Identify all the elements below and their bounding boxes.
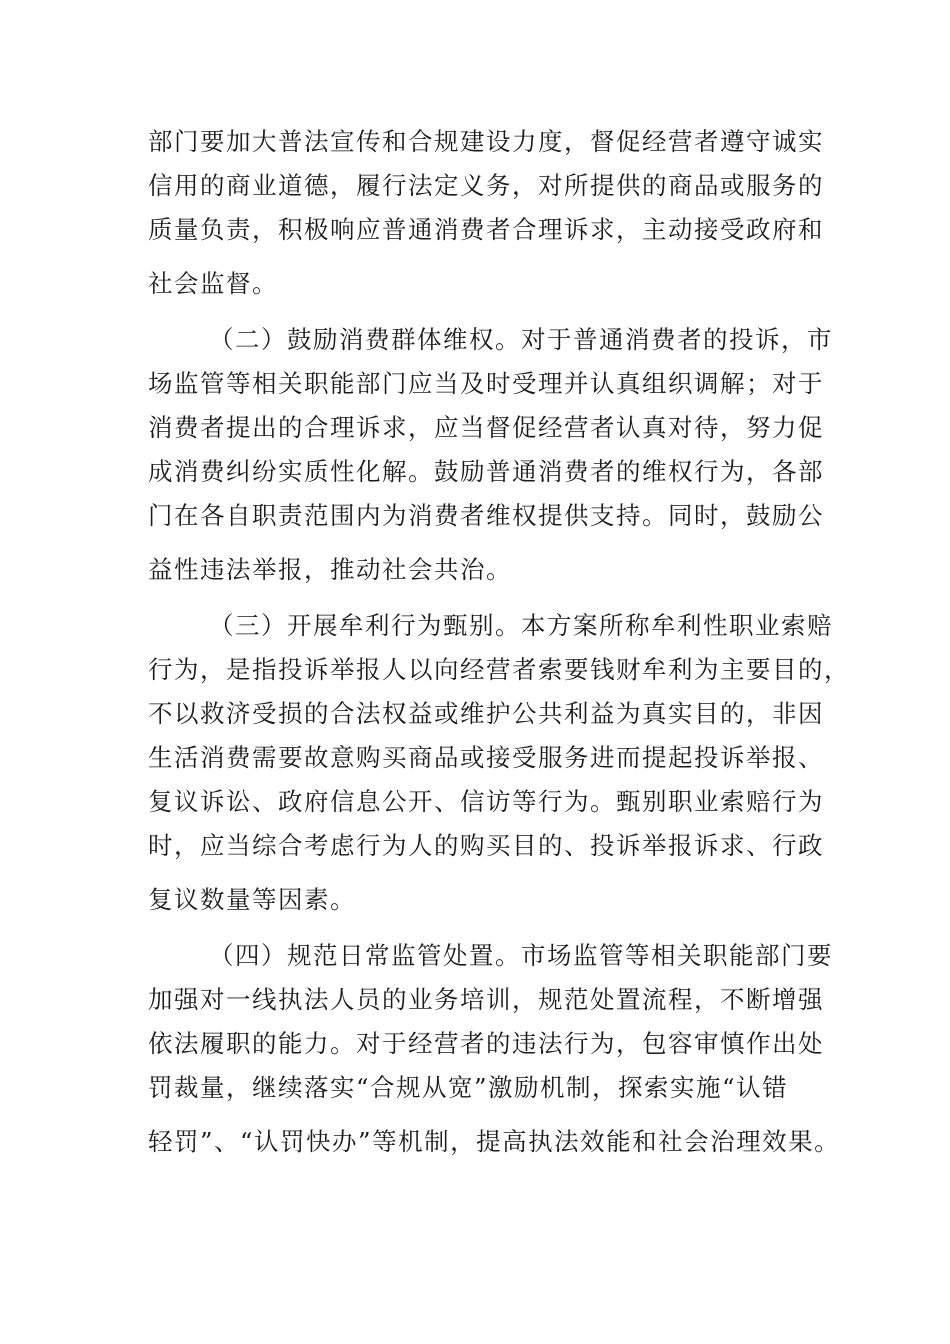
paragraph-1 <box>148 120 824 306</box>
text-line: （三）开展牟利行为甄别。本方案所称牟利性职业索赔 <box>209 611 833 640</box>
text-line: 益性违法举报，推动社会共治。 <box>148 555 512 584</box>
text-line: 加强对一线执法人员的业务培训，规范处置流程，不断增强 <box>148 985 824 1014</box>
text-line: 复议诉讼、政府信息公开、信访等行为。甄别职业索赔行为 <box>148 787 824 816</box>
text-line: 生活消费需要故意购买商品或接受服务进而提起投诉举报、 <box>148 743 824 772</box>
text-line: 场监管等相关职能部门应当及时受理并认真组织调解；对于 <box>148 369 824 398</box>
text-line: 复议数量等因素。 <box>148 885 356 914</box>
text-line: 信用的商业道德，履行法定义务，对所提供的商品或服务的 <box>148 171 824 200</box>
text-line: 依法履职的能力。对于经营者的违法行为，包容审慎作出处 <box>148 1029 824 1058</box>
paragraph-4 <box>148 934 841 1164</box>
document-body <box>148 120 850 1164</box>
text-line: 罚裁量，继续落实“合规从宽”激励机制，探索实施“认错 <box>148 1073 789 1102</box>
text-line: 不以救济受损的合法权益或维护公共利益为真实目的，非因 <box>148 699 824 728</box>
text-line: 社会监督。 <box>148 269 278 298</box>
paragraph-3 <box>148 604 850 922</box>
text-line: 轻罚”、“认罚快办”等机制，提高执法效能和社会治理效果。 <box>148 1127 841 1156</box>
text-line: （四）规范日常监管处置。市场监管等相关职能部门要 <box>209 941 833 970</box>
text-line: 门在各自职责范围内为消费者维权提供支持。同时，鼓励公 <box>148 501 824 530</box>
text-line: 行为，是指投诉举报人以向经营者索要钱财牟利为主要目的， <box>148 655 850 684</box>
text-line: 部门要加大普法宣传和合规建设力度，督促经营者遵守诚实 <box>148 127 824 156</box>
paragraph-2 <box>148 318 833 592</box>
text-line: 时，应当综合考虑行为人的购买目的、投诉举报诉求、行政 <box>148 831 824 860</box>
text-line: （二）鼓励消费群体维权。对于普通消费者的投诉，市 <box>209 325 833 354</box>
text-line: 质量负责，积极响应普通消费者合理诉求，主动接受政府和 <box>148 215 824 244</box>
text-line: 消费者提出的合理诉求，应当督促经营者认真对待，努力促 <box>148 413 824 442</box>
text-line: 成消费纠纷实质性化解。鼓励普通消费者的维权行为，各部 <box>148 457 824 486</box>
